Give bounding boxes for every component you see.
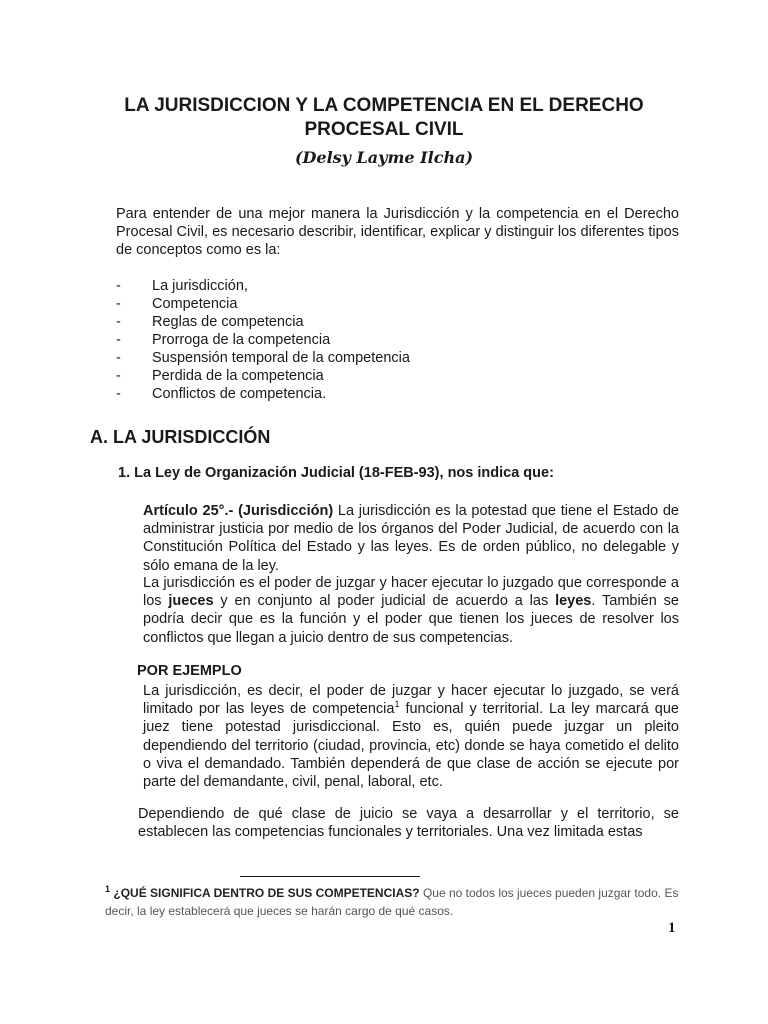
bold-term-jueces: jueces <box>168 593 214 610</box>
footnote-answer: Que no todos los jueces pueden juzgar todo. Es decir, la ley establecerá que jueces se harán cargo de qué casos. <box>105 886 679 918</box>
article-label: Artículo 25°.- (Jurisdicción) <box>143 503 334 519</box>
list-item-label: Suspensión temporal de la competencia <box>152 350 410 366</box>
paragraph-text: y en conjunto al poder judicial de acuerdo a las <box>213 593 556 610</box>
list-item <box>116 385 410 403</box>
bullet-dash: - <box>116 386 121 402</box>
list-item-label: Reglas de competencia <box>152 314 304 330</box>
footnote-question: ¿QUÉ SIGNIFICA DENTRO DE SUS COMPETENCIAS? <box>113 886 420 900</box>
list-item <box>116 277 410 295</box>
list-item-label: Perdida de la competencia <box>152 368 324 384</box>
bullet-dash: - <box>116 350 121 366</box>
list-item <box>116 349 410 367</box>
example-heading: POR EJEMPLO <box>137 663 242 679</box>
paragraph-text: La jurisdicción es el poder de juzgar y hacer ejecutar lo juzgado que corresponde a los <box>143 575 679 610</box>
list-item-label: La jurisdicción, <box>152 278 248 294</box>
page-number: 1 <box>668 920 676 936</box>
bullet-dash: - <box>116 368 121 384</box>
footnote-number: 1 <box>105 884 111 894</box>
bullet-dash: - <box>116 314 121 330</box>
paragraph-text: . También se podría decir que es la función y el poder que tienen los jueces de resolver los conflictos que llegan a juicio dentro de sus competencias. <box>143 593 679 646</box>
footnote-divider <box>240 876 420 877</box>
list-item-label: Conflictos de competencia. <box>152 386 327 402</box>
bullet-dash: - <box>116 332 121 348</box>
bullet-dash: - <box>116 278 121 294</box>
author: (Delsy Layme Ilcha) <box>294 148 474 167</box>
title-line-2: PROCESAL CIVIL <box>304 119 464 140</box>
intro-paragraph: Para entender de una mejor manera la Jurisdicción y la competencia en el Derecho Procesal Civil, es necesario describir, identificar, explicar y distinguir los diferentes tipos de conceptos como es la: <box>116 206 679 258</box>
list-item <box>116 367 410 385</box>
list-item <box>116 295 410 313</box>
list-item <box>116 331 410 349</box>
example-paragraph <box>143 682 679 791</box>
section-heading-jurisdiccion: A. LA JURISDICCIÓN <box>90 427 271 447</box>
list-item-label: Prorroga de la competencia <box>152 332 331 348</box>
depending-paragraph: Dependiendo de qué clase de juicio se vaya a desarrollar y el territorio, se establecen las competencias funcionales y territoriales. Una vez limitada estas <box>138 806 679 841</box>
paragraph-text: funcional y territorial. La ley marcará que juez tiene potestad jurisdiccional. Esto es, quién puede juzgar un pleito dependiendo del territorio (ciudad, provincia, etc) donde se haya cometido el delito o viva el demandado. También dependerá de que clase de acción se ejecute por parte del demandante, civil, penal, laboral, etc. <box>143 701 679 791</box>
list-item <box>116 313 410 331</box>
title-line-1: LA JURISDICCION Y LA COMPETENCIA EN EL DERECHO <box>124 95 644 116</box>
bold-term-leyes: leyes <box>555 593 592 610</box>
law-heading: 1. La Ley de Organización Judicial (18-FEB-93), nos indica que: <box>118 465 554 481</box>
paragraph-text: La jurisdicción, es decir, el poder de juzgar y hacer ejecutar lo juzgado, se verá limitado por las leyes de competencia <box>143 683 679 718</box>
article-text: La jurisdicción es la potestad que tiene el Estado de administrar justicia por medio de los órganos del Poder Judicial, de acuerdo con la Constitución Política del Estado y las leyes. Es de orden público, no delegable y sólo emana de la ley. <box>143 503 679 574</box>
footnote-reference[interactable]: 1 <box>394 699 400 710</box>
list-item-label: Competencia <box>152 296 238 312</box>
footnote <box>105 884 705 920</box>
concept-list <box>116 277 410 403</box>
article-paragraph <box>143 502 679 575</box>
bullet-dash: - <box>116 296 121 312</box>
jurisdiction-paragraph <box>143 574 679 647</box>
